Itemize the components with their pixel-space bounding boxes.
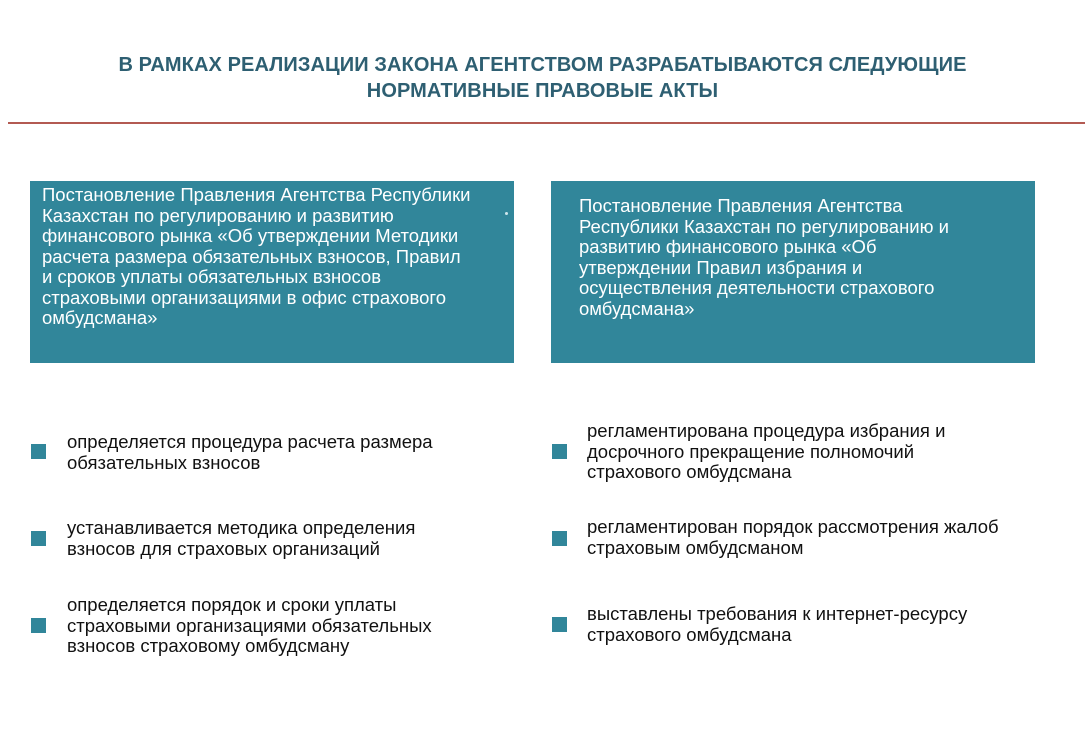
right-header-line: утверждении Правил избрания и — [579, 256, 863, 278]
square-bullet-icon — [552, 444, 567, 459]
bullet-line: досрочного прекращение полномочий — [587, 440, 915, 462]
bullet-line: определяется порядок и сроки уплаты — [67, 594, 397, 615]
bullet-line: страховым омбудсманом — [587, 536, 804, 558]
right-header-line: развитию финансового рынка «Об — [579, 236, 877, 257]
bullet-line: регламентирована процедура избрания и — [587, 420, 946, 441]
right-bullet-text — [587, 517, 999, 558]
bullet-line: страхового омбудсмана — [587, 623, 792, 645]
right-act-header-box — [551, 181, 1035, 363]
bullet-line: устанавливается методика определения — [67, 517, 416, 538]
left-header-line: и сроков уплаты обязательных взносов — [42, 266, 382, 287]
square-bullet-icon — [31, 444, 46, 459]
bullet-line: обязательных взносов — [67, 451, 261, 473]
bullet-line: страхового омбудсмана — [587, 461, 792, 482]
bullet-line: страховыми организациями обязательных — [67, 614, 432, 636]
decorative-dot — [505, 212, 508, 215]
bullet-line: определяется процедура расчета размера — [67, 431, 433, 452]
left-act-header-box — [30, 181, 514, 363]
page-title-line-2: НОРМАТИВНЫЕ ПРАВОВЫЕ АКТЫ — [366, 80, 719, 102]
square-bullet-icon — [31, 618, 46, 633]
right-header-line: Постановление Правления Агентства — [579, 195, 903, 216]
right-header-line: омбудсмана» — [579, 297, 695, 319]
page-title-line-1: В РАМКАХ РЕАЛИЗАЦИИ ЗАКОНА АГЕНТСТВОМ РАЗРАБАТЫВАЮТСЯ СЛЕДУЮЩИЕ — [118, 54, 967, 76]
left-bullet-text — [67, 432, 433, 473]
left-header-line: Постановление Правления Агентства Республики — [42, 184, 471, 205]
square-bullet-icon — [552, 531, 567, 546]
bullet-line: регламентирован порядок рассмотрения жалоб — [587, 516, 999, 537]
bullet-line: взносов для страховых организаций — [67, 537, 381, 559]
right-bullet-text — [587, 604, 967, 645]
left-header-line: финансового рынка «Об утверждении Методики — [42, 225, 459, 246]
left-header-line: страховыми организациями в офис страхового — [42, 286, 446, 308]
left-header-line: омбудсмана» — [42, 307, 158, 328]
right-header-line: Республики Казахстан по регулированию и — [579, 215, 949, 237]
bullet-line: взносов страховому омбудсману — [67, 635, 350, 656]
left-header-line: расчета размера обязательных взносов, Правил — [42, 245, 461, 267]
square-bullet-icon — [31, 531, 46, 546]
left-bullet-text — [67, 595, 432, 657]
title-divider — [8, 122, 1085, 124]
square-bullet-icon — [552, 617, 567, 632]
right-header-line: осуществления деятельности страхового — [579, 277, 935, 298]
right-bullet-text — [587, 421, 945, 483]
bullet-line: выставлены требования к интернет-ресурсу — [587, 603, 968, 624]
left-header-line: Казахстан по регулированию и развитию — [42, 204, 394, 226]
page-title — [0, 52, 1085, 104]
left-bullet-text — [67, 518, 415, 559]
